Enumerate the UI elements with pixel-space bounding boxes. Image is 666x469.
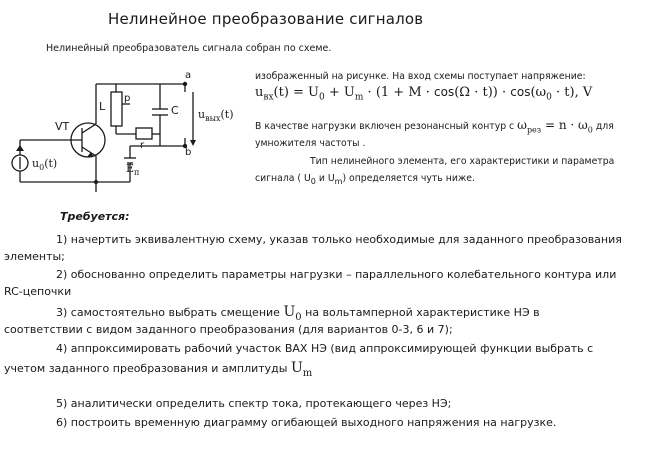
task-3-line-1: 3) самостоятельно выбрать смещение $U_0$ на вольтамперной характеристике НЭ в: [56, 304, 540, 323]
label-node-a: a: [185, 70, 192, 81]
inductor-symbol: [111, 92, 122, 126]
label-output-voltage: $u_{вых}(t)$: [198, 108, 234, 124]
task-1-line-2: элементы;: [4, 250, 65, 263]
label-node-b: b: [185, 147, 192, 158]
page-title: Нелинейное преобразование сигналов: [108, 10, 424, 28]
task-3-line-2: соответствии с видом заданного преобразования (для вариантов 0-3, 6 и 7);: [4, 323, 453, 336]
label-transistor: VT: [55, 120, 70, 133]
task-2-line-2: RC-цепочки: [4, 285, 72, 298]
resonance-formula: $\omega_{рез} = n \cdot \omega_0$: [517, 118, 593, 135]
intro-text: Нелинейный преобразователь сигнала собран по схеме.: [46, 43, 332, 54]
task-6-line-1: 6) построить временную диаграмму огибающей выходного напряжения на нагрузке.: [56, 416, 557, 429]
task-1-line-1: 1) начертить эквивалентную схему, указав только необходимые для заданного преобразования: [56, 233, 622, 246]
resistor-symbol: [136, 128, 152, 139]
description-line-1: изображенный на рисунке. На вход схемы поступает напряжение:: [255, 71, 586, 82]
task-2-line-1: 2) обоснованно определить параметры нагрузки – параллельного колебательного контура или: [56, 268, 617, 281]
label-source-voltage: $u_0(t)$: [32, 157, 58, 173]
input-voltage-formula: $u_{вх}(t) = U_0 + U_m \cdot (1 + M \cdot \cos(\Omega \cdot t)) \cdot \cos(\omega_0 \cdot t)$, V: [255, 85, 593, 103]
label-bias: $E_п$: [126, 162, 140, 178]
requirements-title: Требуется:: [60, 210, 130, 223]
description-line-5: сигнала ( $U_0$ и $U_m$) определяется чуть ниже.: [255, 173, 475, 186]
label-resistor: r: [140, 140, 145, 151]
description-line-2: В качестве нагрузки включен резонансный контур с $\omega_{рез} = n \cdot \omega_0$ для: [255, 118, 614, 135]
label-capacitor: C: [171, 104, 179, 117]
description-line-3: умножителя частоты .: [255, 138, 366, 149]
description-line-4: Тип нелинейного элемента, его характеристики и параметра: [310, 156, 615, 167]
label-inductor: L: [99, 100, 106, 113]
task-4-line-1: 4) аппроксимировать рабочий участок ВАХ НЭ (вид аппроксимирующей функции выбрать с: [56, 342, 594, 355]
label-p: p: [124, 93, 131, 104]
task-5-line-1: 5) аналитически определить спектр тока, протекающего через НЭ;: [56, 397, 452, 410]
task-4-line-2: учетом заданного преобразования и амплитуды $U_m$: [4, 360, 313, 379]
